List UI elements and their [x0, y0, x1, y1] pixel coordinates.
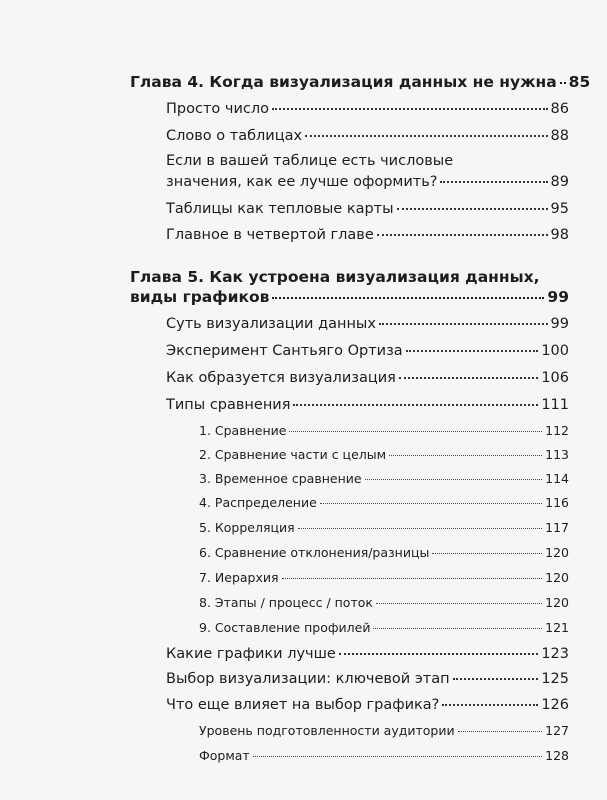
dot-leader — [289, 431, 542, 432]
page-number: 100 — [541, 343, 569, 359]
page-number: 98 — [550, 227, 569, 243]
entry-title: Уровень подготовленности аудитории — [199, 723, 455, 738]
dot-leader — [272, 297, 544, 299]
toc-subentry[interactable] — [199, 620, 569, 635]
toc-subentry[interactable] — [199, 520, 569, 535]
page-number: 86 — [550, 101, 569, 117]
toc-entry[interactable] — [166, 343, 569, 359]
page-number: 113 — [545, 447, 569, 462]
page-number: 126 — [541, 697, 569, 713]
entry-title: Главное в четвертой главе — [166, 227, 374, 243]
entry-title: 7. Иерархия — [199, 570, 279, 585]
dot-leader — [399, 377, 538, 379]
page-number: 125 — [541, 671, 569, 687]
dot-leader — [298, 528, 542, 529]
toc-subentry[interactable] — [199, 748, 569, 763]
dot-leader — [453, 678, 539, 680]
page-number: 99 — [547, 288, 569, 306]
dot-leader — [560, 82, 566, 84]
toc-subentry[interactable] — [199, 595, 569, 610]
chapter-title: виды графиков — [130, 288, 270, 306]
dot-leader — [389, 455, 542, 456]
toc-entry[interactable] — [166, 370, 569, 386]
dot-leader — [365, 479, 543, 480]
entry-title: Формат — [199, 748, 250, 763]
entry-title: Типы сравнения — [166, 397, 291, 413]
toc-subentry[interactable] — [199, 723, 569, 738]
dot-leader — [305, 135, 547, 137]
dot-leader — [379, 323, 548, 325]
dot-leader — [377, 234, 548, 236]
toc-subentry[interactable] — [199, 570, 569, 585]
dot-leader — [253, 756, 542, 757]
entry-title: Какие графики лучше — [166, 646, 336, 662]
entry-title: значения, как ее лучше оформить? — [166, 174, 438, 190]
entry-title-line1: Если в вашей таблице есть числовые — [166, 153, 454, 169]
dot-leader — [320, 503, 542, 504]
chapter-title: Глава 4. Когда визуализация данных не нужна — [130, 73, 557, 91]
page-number: 128 — [545, 748, 569, 763]
page-number: 85 — [568, 73, 591, 91]
dot-leader — [432, 553, 542, 554]
dot-leader — [397, 208, 548, 210]
toc-entry[interactable] — [166, 671, 569, 687]
toc-entry[interactable] — [166, 227, 569, 243]
entry-title: Слово о таблицах — [166, 128, 303, 144]
entry-title: 2. Сравнение части с целым — [199, 447, 387, 462]
toc-subentry[interactable] — [199, 495, 569, 510]
dot-leader — [282, 578, 543, 579]
toc-subentry[interactable] — [199, 447, 569, 462]
entry-title: 5. Корреляция — [199, 520, 295, 535]
entry-title: Таблицы как тепловые карты — [166, 201, 394, 217]
entry-title: 3. Временное сравнение — [199, 471, 362, 486]
page-number: 117 — [545, 520, 569, 535]
dot-leader — [458, 731, 543, 732]
toc-entry[interactable] — [166, 128, 569, 144]
toc-chapter-4[interactable] — [130, 73, 591, 91]
entry-title: Эксперимент Сантьяго Ортиза — [166, 343, 403, 359]
toc-entry[interactable] — [166, 316, 569, 332]
toc-subentry[interactable] — [199, 423, 569, 438]
dot-leader — [406, 350, 539, 352]
entry-title: Как образуется визуализация — [166, 370, 396, 386]
page-number: 112 — [545, 423, 569, 438]
page-number: 114 — [545, 471, 569, 486]
entry-title: Выбор визуализации: ключевой этап — [166, 671, 450, 687]
entry-title: 9. Составление профилей — [199, 620, 371, 635]
entry-title: 8. Этапы / процесс / поток — [199, 595, 373, 610]
toc-entry[interactable] — [166, 397, 569, 413]
page-number: 121 — [545, 620, 569, 635]
page-number: 88 — [550, 128, 569, 144]
toc-entry[interactable] — [166, 646, 569, 662]
page-number: 116 — [545, 495, 569, 510]
page-number: 89 — [550, 174, 569, 190]
toc-entry[interactable] — [166, 101, 569, 117]
entry-title: 1. Сравнение — [199, 423, 287, 438]
chapter-title-line1: Глава 5. Как устроена визуализация данных, — [130, 268, 540, 286]
toc-subentry[interactable] — [199, 545, 569, 560]
page-number: 120 — [545, 595, 569, 610]
page-number: 127 — [545, 723, 569, 738]
dot-leader — [442, 704, 538, 706]
page-number: 120 — [545, 545, 569, 560]
page-number: 106 — [541, 370, 569, 386]
dot-leader — [440, 181, 547, 183]
entry-title: Суть визуализации данных — [166, 316, 376, 332]
page-number: 95 — [550, 201, 569, 217]
page-number: 99 — [550, 316, 569, 332]
dot-leader — [293, 404, 538, 406]
dot-leader — [376, 603, 542, 604]
entry-title: Просто число — [166, 101, 269, 117]
entry-title: 6. Сравнение отклонения/разницы — [199, 545, 430, 560]
entry-title: Что еще влияет на выбор графика? — [166, 697, 440, 713]
dot-leader — [339, 653, 538, 655]
entry-title: 4. Распределение — [199, 495, 317, 510]
toc-entry[interactable] — [166, 697, 569, 713]
toc-entry[interactable] — [166, 174, 569, 190]
toc-subentry[interactable] — [199, 471, 569, 486]
page-number: 120 — [545, 570, 569, 585]
toc-chapter-5[interactable] — [130, 288, 569, 306]
page-number: 111 — [541, 397, 569, 413]
dot-leader — [373, 628, 542, 629]
page-number: 123 — [541, 646, 569, 662]
dot-leader — [272, 108, 548, 110]
toc-entry[interactable] — [166, 201, 569, 217]
